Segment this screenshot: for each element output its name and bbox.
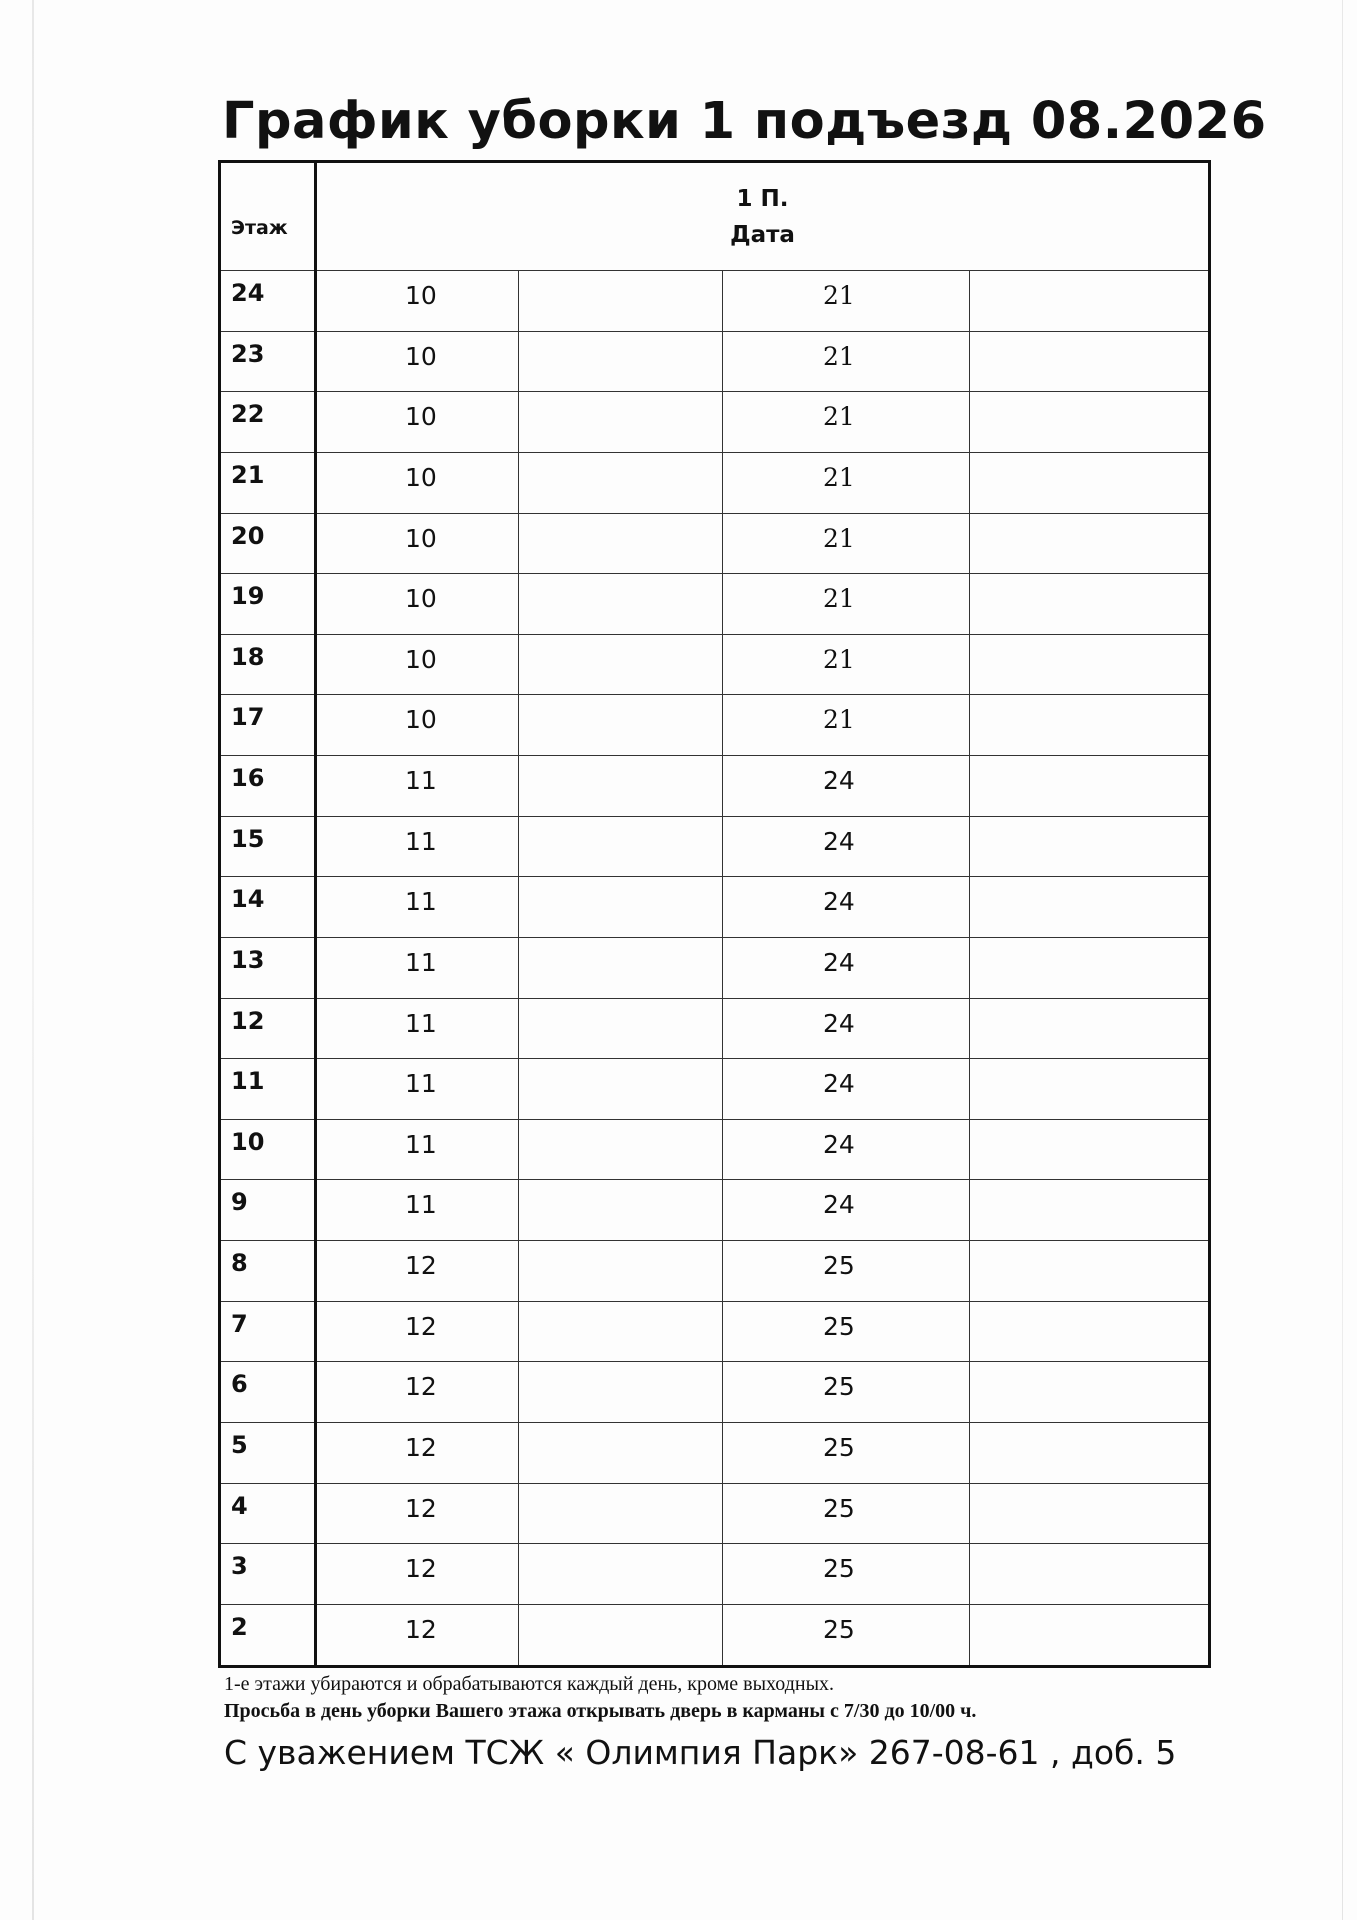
empty-date-cell [519,756,723,817]
table-row [220,452,1210,513]
second-cleaning-date: 21 [723,634,970,695]
signature-line: С уважением ТСЖ « Олимпия Парк» 267-08-61 , доб. 5 [224,1733,1177,1772]
empty-date-cell [970,1422,1210,1483]
floor-number: 18 [220,634,316,695]
table-row [220,271,1210,332]
empty-date-cell [970,756,1210,817]
floor-number: 4 [220,1483,316,1544]
second-cleaning-date: 25 [723,1483,970,1544]
floor-number: 5 [220,1422,316,1483]
floor-number: 8 [220,1241,316,1302]
section-header: 1 П. [736,185,789,212]
floor-number: 16 [220,756,316,817]
first-cleaning-date: 12 [316,1604,519,1666]
first-cleaning-date: 10 [316,695,519,756]
second-cleaning-date: 24 [723,756,970,817]
table-row [220,1241,1210,1302]
second-cleaning-date: 21 [723,513,970,574]
empty-date-cell [970,1483,1210,1544]
second-cleaning-date: 21 [723,452,970,513]
second-cleaning-date: 25 [723,1604,970,1666]
empty-date-cell [519,513,723,574]
first-cleaning-date: 12 [316,1544,519,1605]
first-cleaning-date: 11 [316,756,519,817]
second-cleaning-date: 25 [723,1544,970,1605]
table-row [220,998,1210,1059]
empty-date-cell [970,1362,1210,1423]
empty-date-cell [970,1241,1210,1302]
first-cleaning-date: 11 [316,937,519,998]
second-cleaning-date: 21 [723,271,970,332]
empty-date-cell [970,513,1210,574]
first-cleaning-date: 10 [316,271,519,332]
empty-date-cell [519,1059,723,1120]
empty-date-cell [970,695,1210,756]
empty-date-cell [519,1119,723,1180]
second-cleaning-date: 25 [723,1301,970,1362]
daily-cleaning-note: 1-е этажи убираются и обрабатываются каждый день, кроме выходных. [224,1673,835,1695]
second-cleaning-date: 24 [723,1059,970,1120]
door-request-note: Просьба в день уборки Вашего этажа открывать дверь в карманы с 7/30 до 10/00 ч. [224,1700,977,1722]
table-row [220,331,1210,392]
table-row [220,1544,1210,1605]
floor-number: 13 [220,937,316,998]
empty-date-cell [970,574,1210,635]
empty-date-cell [519,1483,723,1544]
table-row [220,1301,1210,1362]
floor-number: 23 [220,331,316,392]
table-header-row [220,162,1210,271]
floor-number: 2 [220,1604,316,1666]
empty-date-cell [970,271,1210,332]
empty-date-cell [519,1604,723,1666]
floor-number: 21 [220,452,316,513]
empty-date-cell [519,816,723,877]
empty-date-cell [519,1241,723,1302]
first-cleaning-date: 11 [316,1180,519,1241]
table-row [220,1483,1210,1544]
second-cleaning-date: 21 [723,695,970,756]
first-cleaning-date: 10 [316,452,519,513]
empty-date-cell [519,1544,723,1605]
empty-date-cell [519,1180,723,1241]
first-cleaning-date: 12 [316,1362,519,1423]
first-cleaning-date: 10 [316,331,519,392]
second-cleaning-date: 24 [723,1119,970,1180]
table-row [220,1422,1210,1483]
table-row [220,695,1210,756]
second-cleaning-date: 24 [723,937,970,998]
empty-date-cell [519,574,723,635]
empty-date-cell [970,937,1210,998]
first-cleaning-date: 11 [316,877,519,938]
second-cleaning-date: 21 [723,392,970,453]
floor-number: 15 [220,816,316,877]
second-cleaning-date: 24 [723,1180,970,1241]
second-cleaning-date: 25 [723,1362,970,1423]
second-cleaning-date: 24 [723,877,970,938]
table-row [220,1362,1210,1423]
first-cleaning-date: 10 [316,634,519,695]
table-row [220,1180,1210,1241]
empty-date-cell [519,998,723,1059]
empty-date-cell [970,1180,1210,1241]
table-row [220,574,1210,635]
cleaning-schedule-table [218,160,1211,1668]
table-row [220,634,1210,695]
floor-number: 17 [220,695,316,756]
first-cleaning-date: 11 [316,998,519,1059]
table-row [220,513,1210,574]
empty-date-cell [519,271,723,332]
first-cleaning-date: 11 [316,816,519,877]
first-cleaning-date: 12 [316,1483,519,1544]
date-header: Дата [730,221,795,248]
empty-date-cell [519,331,723,392]
second-cleaning-date: 25 [723,1241,970,1302]
table-row [220,392,1210,453]
empty-date-cell [519,1422,723,1483]
table-row [220,937,1210,998]
first-cleaning-date: 10 [316,513,519,574]
second-cleaning-date: 25 [723,1422,970,1483]
floor-number: 12 [220,998,316,1059]
empty-date-cell [519,1301,723,1362]
first-cleaning-date: 11 [316,1119,519,1180]
empty-date-cell [519,695,723,756]
page-title: График уборки 1 подъезд 08.2026 [222,92,1267,151]
empty-date-cell [970,1059,1210,1120]
second-cleaning-date: 21 [723,331,970,392]
empty-date-cell [970,634,1210,695]
empty-date-cell [970,452,1210,513]
empty-date-cell [519,392,723,453]
empty-date-cell [970,1604,1210,1666]
first-cleaning-date: 11 [316,1059,519,1120]
first-cleaning-date: 12 [316,1241,519,1302]
floor-number: 24 [220,271,316,332]
table-row [220,1059,1210,1120]
table-row [220,756,1210,817]
second-cleaning-date: 24 [723,998,970,1059]
empty-date-cell [519,937,723,998]
scan-edge-right [1342,0,1343,1920]
empty-date-cell [519,1362,723,1423]
empty-date-cell [970,1544,1210,1605]
empty-date-cell [970,998,1210,1059]
floor-number: 6 [220,1362,316,1423]
empty-date-cell [970,877,1210,938]
first-cleaning-date: 10 [316,392,519,453]
floor-number: 3 [220,1544,316,1605]
first-cleaning-date: 10 [316,574,519,635]
scan-edge-left [32,0,34,1920]
date-column-header [316,162,1210,271]
table-row [220,816,1210,877]
table-row [220,1119,1210,1180]
empty-date-cell [970,331,1210,392]
first-cleaning-date: 12 [316,1301,519,1362]
floor-number: 7 [220,1301,316,1362]
second-cleaning-date: 24 [723,816,970,877]
floor-number: 19 [220,574,316,635]
empty-date-cell [519,452,723,513]
second-cleaning-date: 21 [723,574,970,635]
table-row [220,1604,1210,1666]
empty-date-cell [970,816,1210,877]
floor-number: 22 [220,392,316,453]
empty-date-cell [519,634,723,695]
floor-number: 9 [220,1180,316,1241]
floor-number: 11 [220,1059,316,1120]
floor-number: 14 [220,877,316,938]
floor-number: 10 [220,1119,316,1180]
empty-date-cell [970,1301,1210,1362]
empty-date-cell [970,392,1210,453]
floor-column-header: Этаж [220,162,316,271]
floor-number: 20 [220,513,316,574]
empty-date-cell [970,1119,1210,1180]
first-cleaning-date: 12 [316,1422,519,1483]
empty-date-cell [519,877,723,938]
table-row [220,877,1210,938]
